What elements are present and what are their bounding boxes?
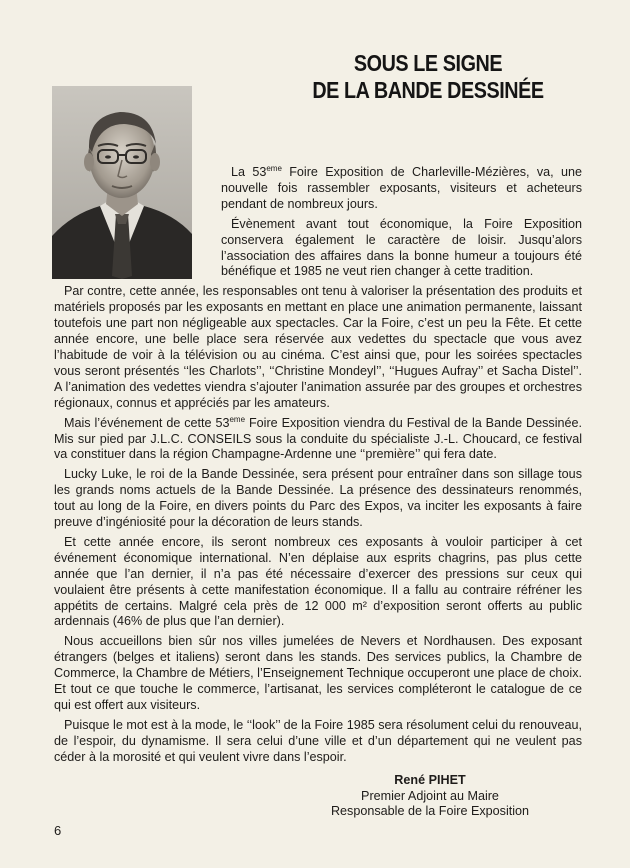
paragraph-5: Lucky Luke, le roi de la Bande Dessinée, sera présent pour entraîner dans son sillage tous les grands noms actuels de la Bande Dessinée. La présence des dessinateurs renommés, tout au long de la Foire, en divers points du Parc des Expos, va inciter les exposants à faire preuve d’ingéniosité pour la décoration de leurs stands. — [54, 467, 582, 530]
page-number: 6 — [54, 823, 62, 838]
title-line-1: SOUS LE SIGNE — [353, 50, 503, 76]
article-title — [290, 50, 565, 104]
signature-role-2: Responsable de la Foire Exposition — [330, 804, 530, 818]
paragraph-3: Par contre, cette année, les responsables ont tenu à valoriser la présentation des produits et matériels proposés par les exposants en mettant en place une animation permanente, laissant toutefois une part non négligeable aux spectacles. Car la Foire, c’est un peu la Fête. Et cette année encore, une belle place sera réservée aux vedettes du spectacle que vous avez l’habitude de voir à la télévision ou au cinéma. C’est ainsi que, pour les soirées spectacles vous seront présentés ‘‘les Charlots’’, ‘‘Christine Mondeyl’’, ‘‘Hugues Aufray’’ et Sacha Distel’’. A l’animation des vedettes viendra s’ajouter l’animation assurée par des groupes et orchestres régionaux, connus et appréciés par les amateurs. — [54, 284, 582, 410]
paragraph-6: Et cette année encore, ils seront nombreux ces exposants à vouloir participer à cet événement économique international. N’en déplaise aux esprits chagrins, pas plus cette année que l’an dernier, il n’a pas été nécessaire d’exercer des pressions sur ceux qui voulaient être présents à cette manifestation économique. Il a fallu au contraire réfréner les appétits de certains. Malgré cela près de 12 000 m² d’exposition seront offerts au public ardennais (46% de plus que l’an dernier). — [54, 534, 582, 629]
signature-name: René PIHET — [394, 773, 466, 787]
signature-block — [300, 773, 560, 820]
paragraph-4: Mais l’événement de cette 53eme Foire Exposition viendra du Festival de la Bande Dessinée. Mis sur pied par J.L.C. CONSEILS sous la conduite du spécialiste J.-L. Choucard, ce festival va constituer dans la région Champagne-Ardenne une ‘‘première’’ qui fera date. — [54, 414, 583, 462]
article-body — [54, 165, 582, 770]
paragraph-8: Puisque le mot est à la mode, le ‘‘look’’ de la Foire 1985 sera résolument celui du renouveau, de l’espoir, du dynamisme. Il sera celui d’une ville et d’un département qui ne veulent pas céder à la morosité et qui veulent vivre dans l’espoir. — [54, 717, 582, 764]
paragraph-2: Évènement avant tout économique, la Foire Exposition conservera également le caractère de loisir. Jusqu’alors l’association des affaires dans la bonne humeur a toujours été bénéfique et 1985 ne veut rien changer à cette tradition. — [221, 216, 582, 279]
paragraph-1: La 53eme Foire Exposition de Charleville-Mézières, va, une nouvelle fois rassembler exposants, visiteurs et acheteurs pendant de nombreux jours. — [221, 163, 583, 211]
title-line-2: DE LA BANDE DESSINÉE — [312, 77, 544, 103]
signature-role-1: Premier Adjoint au Maire — [361, 788, 499, 803]
paragraph-7: Nous accueillons bien sûr nos villes jumelées de Nevers et Nordhausen. Des exposant étrangers (belges et italiens) seront dans les stands. Des services publics, la Chambre de Commerce, la Chambre de Métiers, l’Enseignement Technique occuperont une place de choix. Et tout ce que touche le commerce, l’artisanat, les services compléteront le catalogue de ce qui est offert aux visiteurs. — [54, 634, 582, 712]
